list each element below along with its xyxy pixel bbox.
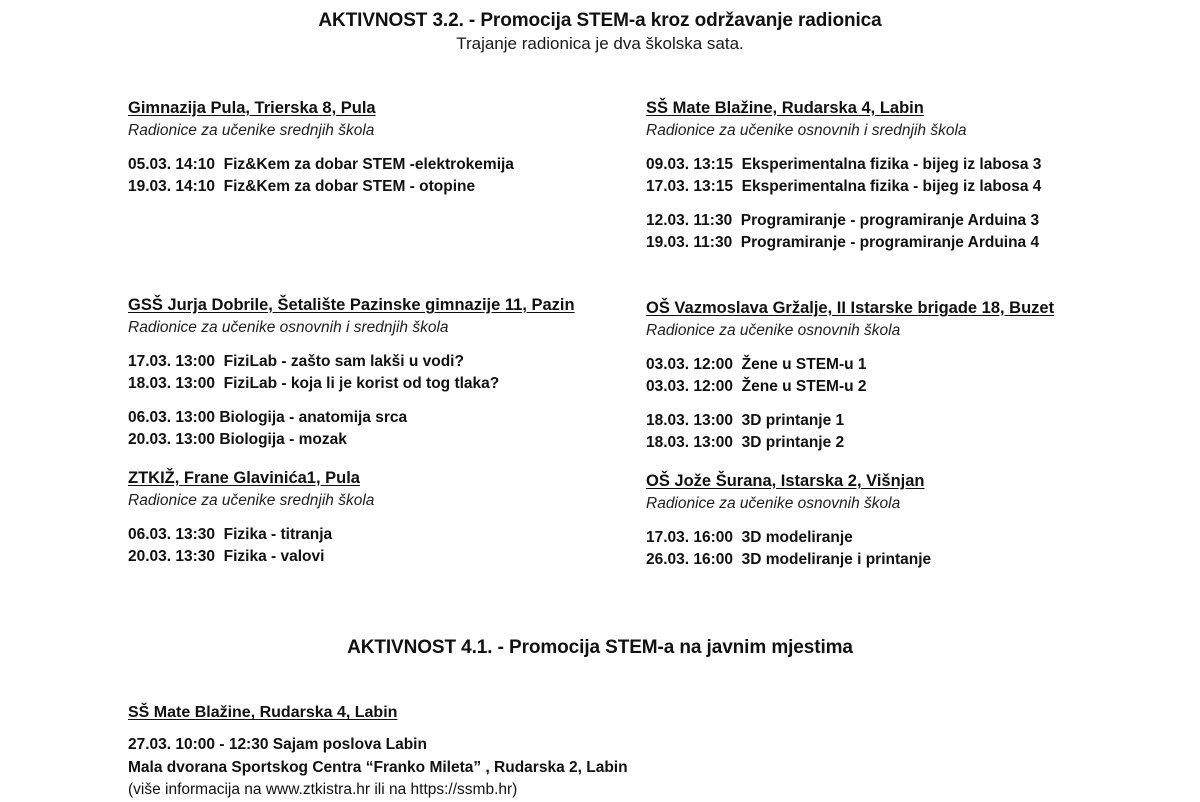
event-line: 09.03. 13:15 Eksperimentalna fizika - bijeg iz labosa 3 bbox=[646, 155, 1042, 173]
event-group bbox=[128, 351, 628, 395]
more-info-note: (više informacija na www.ztkistra.hr ili na https://ssmb.hr) bbox=[128, 781, 518, 799]
venue-audience: Radionice za učenike srednjih škola bbox=[128, 491, 375, 509]
venue-name: OŠ Jože Šurana, Istarska 2, Višnjan bbox=[646, 472, 925, 490]
venue-name: Gimnazija Pula, Trierska 8, Pula bbox=[128, 99, 376, 117]
venue-audience: Radionice za učenike osnovnih i srednjih škola bbox=[646, 121, 967, 139]
event-group bbox=[128, 154, 628, 198]
venue-block bbox=[646, 298, 1166, 454]
event-line: 26.03. 16:00 3D modeliranje i printanje bbox=[646, 550, 932, 568]
venue-block bbox=[646, 471, 1166, 571]
event-location-line: Mala dvorana Sportskog Centra “Franko Mileta” , Rudarska 2, Labin bbox=[128, 758, 628, 776]
event-group bbox=[646, 154, 1166, 198]
venue-name: ZTKIŽ, Frane Glavinića1, Pula bbox=[128, 469, 360, 487]
event-line: 05.03. 14:10 Fiz&Kem za dobar STEM -elektrokemija bbox=[128, 155, 514, 173]
event-group bbox=[646, 210, 1166, 254]
event-line: 06.03. 13:30 Fizika - titranja bbox=[128, 525, 333, 543]
venue-block bbox=[128, 295, 628, 451]
event-line: 03.03. 12:00 Žene u STEM-u 1 bbox=[646, 355, 867, 373]
event-group bbox=[646, 354, 1166, 398]
event-line: 06.03. 13:00 Biologija - anatomija srca bbox=[128, 408, 408, 426]
event-line: 20.03. 13:00 Biologija - mozak bbox=[128, 430, 347, 448]
event-line: 20.03. 13:30 Fizika - valovi bbox=[128, 547, 325, 565]
event-line: 17.03. 16:00 3D modeliranje bbox=[646, 528, 853, 546]
event-group bbox=[646, 410, 1166, 454]
venue-audience: Radionice za učenike osnovnih škola bbox=[646, 494, 901, 512]
activity-4-1-block bbox=[128, 702, 1028, 802]
event-line: 19.03. 14:10 Fiz&Kem za dobar STEM - otopine bbox=[128, 177, 476, 195]
page-subtitle: Trajanje radionica je dva školska sata. bbox=[456, 34, 744, 53]
venue-block bbox=[128, 98, 628, 198]
event-line: 19.03. 11:30 Programiranje - programiranje Arduina 4 bbox=[646, 233, 1040, 251]
venue-name: GSŠ Jurja Dobrile, Šetalište Pazinske gimnazije 11, Pazin bbox=[128, 296, 575, 314]
event-group bbox=[646, 527, 1166, 571]
page-title: AKTIVNOST 3.2. - Promocija STEM-a kroz održavanje radionica bbox=[318, 10, 882, 31]
event-line: 12.03. 11:30 Programiranje - programiranje Arduina 3 bbox=[646, 211, 1040, 229]
venue-audience: Radionice za učenike srednjih škola bbox=[128, 121, 375, 139]
event-line: 27.03. 10:00 - 12:30 Sajam poslova Labin bbox=[128, 736, 427, 754]
section-title-activity-4-1: AKTIVNOST 4.1. - Promocija STEM-a na javnim mjestima bbox=[347, 637, 853, 658]
venue-name: SŠ Mate Blažine, Rudarska 4, Labin bbox=[128, 704, 398, 721]
venue-block bbox=[646, 98, 1166, 254]
event-group bbox=[128, 524, 628, 568]
event-line: 18.03. 13:00 3D printanje 1 bbox=[646, 411, 845, 429]
event-line: 03.03. 12:00 Žene u STEM-u 2 bbox=[646, 377, 867, 395]
event-group bbox=[128, 407, 628, 451]
venue-audience: Radionice za učenike osnovnih i srednjih škola bbox=[128, 318, 449, 336]
event-line: 17.03. 13:15 Eksperimentalna fizika - bijeg iz labosa 4 bbox=[646, 177, 1042, 195]
venue-name: OŠ Vazmoslava Gržalje, II Istarske brigade 18, Buzet bbox=[646, 299, 1055, 317]
event-line: 17.03. 13:00 FiziLab - zašto sam lakši u vodi? bbox=[128, 352, 464, 370]
venue-name: SŠ Mate Blažine, Rudarska 4, Labin bbox=[646, 99, 924, 117]
event-line: 18.03. 13:00 FiziLab - koja li je korist od tog tlaka? bbox=[128, 374, 500, 392]
event-line: 18.03. 13:00 3D printanje 2 bbox=[646, 433, 845, 451]
venue-audience: Radionice za učenike osnovnih škola bbox=[646, 321, 901, 339]
venue-block bbox=[128, 468, 628, 568]
